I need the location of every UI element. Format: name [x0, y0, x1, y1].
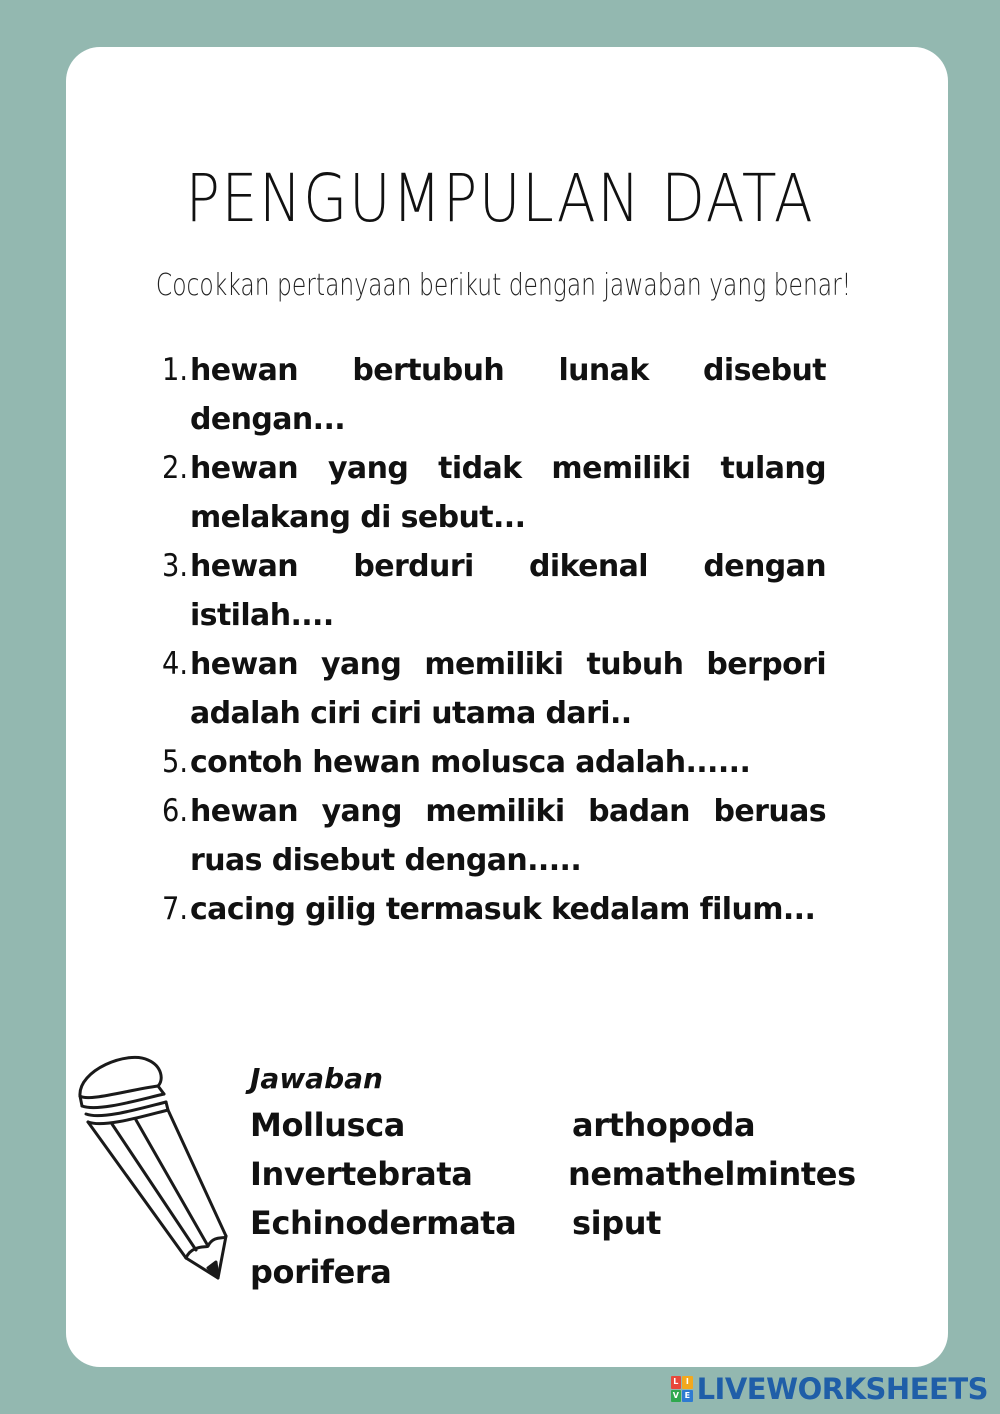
question-number: 2. [161, 450, 188, 486]
question-number: 4. [161, 646, 188, 682]
answer-option: arthopoda [572, 1106, 756, 1144]
worksheet-instruction: Cocokkan pertanyaan berikut dengan jawaban yang benar! [155, 268, 852, 303]
question-item [150, 738, 826, 787]
question-text: hewan bertubuh lunak disebut dengan... [190, 353, 826, 437]
question-text: hewan berduri dikenal dengan istilah.... [190, 549, 826, 633]
question-number: 6. [161, 793, 188, 829]
question-number: 5. [161, 744, 188, 780]
question-text: hewan yang memiliki badan beruas ruas disebut dengan..... [190, 794, 826, 878]
answer-option: porifera [250, 1253, 392, 1291]
question-item [150, 542, 826, 640]
question-item [150, 444, 826, 542]
question-item [150, 885, 826, 934]
question-list [150, 346, 826, 934]
answer-option: nemathelmintes [568, 1155, 856, 1193]
pencil-icon [68, 1050, 238, 1290]
liveworksheets-logo-icon: L I V E [671, 1376, 693, 1402]
question-item [150, 346, 826, 444]
answer-option: siput [572, 1204, 662, 1242]
question-number: 1. [161, 352, 188, 388]
liveworksheets-brand [671, 1372, 988, 1406]
question-item [150, 787, 826, 885]
question-text: hewan yang memiliki tubuh berpori adalah ciri ciri utama dari.. [190, 647, 826, 731]
question-text: cacing gilig termasuk kedalam filum... [190, 892, 816, 927]
answer-option: Mollusca [250, 1106, 405, 1144]
answers-heading: Jawaban [250, 1062, 383, 1095]
question-item [150, 640, 826, 738]
question-text: contoh hewan molusca adalah...... [190, 745, 751, 780]
worksheet-title: PENGUMPULAN DATA [185, 160, 815, 237]
brand-name: LIVEWORKSHEETS [696, 1372, 988, 1406]
question-text: hewan yang tidak memiliki tulang melakang di sebut... [190, 451, 826, 535]
answer-option: Invertebrata [250, 1155, 473, 1193]
answer-option: Echinodermata [250, 1204, 517, 1242]
question-number: 3. [161, 548, 188, 584]
question-number: 7. [161, 891, 188, 927]
